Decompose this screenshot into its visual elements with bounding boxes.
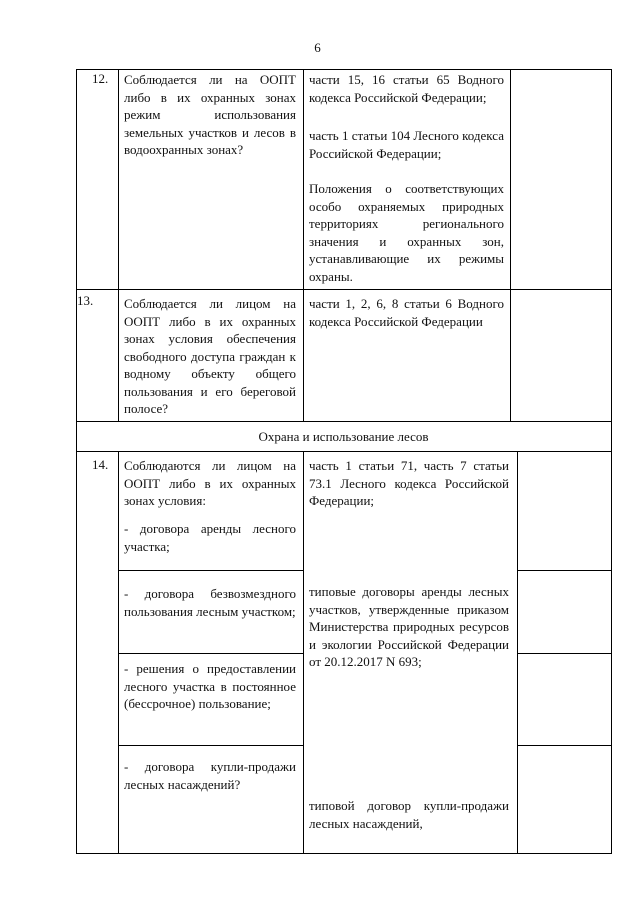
requirement-item: - договора купли-продажи лесных насаждений? (124, 759, 296, 792)
row-number: 12. (92, 71, 109, 86)
row-separator (76, 421, 612, 422)
legal-basis: части 15, 16 статьи 65 Водного кодекса Российской Федерации; (309, 72, 504, 105)
requirement-item: - договора аренды лесного участка; (124, 521, 296, 554)
requirement-item: - решения о предоставлении лесного участка в постоянное (бессрочное) пользование; (124, 661, 296, 711)
legal-basis: часть 1 статьи 71, часть 7 статьи 73.1 Лесного кодекса Российской Федерации; (309, 458, 509, 508)
row-number: 13. (77, 293, 94, 308)
row-number: 14. (92, 457, 109, 472)
requirement-question: Соблюдается ли на ООПТ либо в их охранных зонах режим использования земельных участков и лесов в водоохранных зонах? (124, 72, 296, 157)
requirement-item: - договора безвозмездного пользования лесным участком; (124, 586, 296, 619)
page-number: 6 (314, 40, 321, 55)
sub-row-separator (517, 653, 612, 654)
table-border-bottom (76, 853, 612, 854)
legal-basis: часть 1 статьи 104 Лесного кодекса Российской Федерации; (309, 128, 504, 161)
table-border-right (611, 69, 612, 854)
sub-row-separator (118, 745, 304, 746)
table-divider-basis (510, 69, 511, 421)
section-title: Охрана и использование лесов (258, 429, 429, 444)
table-divider-question (303, 69, 304, 421)
requirement-question: Соблюдаются ли лицом на ООПТ либо в их охранных зонах условия: (124, 458, 296, 508)
sub-row-separator (118, 653, 304, 654)
table-divider-num (118, 69, 119, 421)
sub-row-separator (118, 570, 304, 571)
row-separator (76, 289, 612, 290)
table-border-top (76, 69, 612, 70)
legal-basis: типовые договоры аренды лесных участков, утвержденные приказом Министерства природных ресурсов и экологии Российской Федерации от 20.12.2017 N 693; (309, 584, 509, 669)
sub-row-separator (517, 570, 612, 571)
table-border-left (76, 69, 77, 854)
requirement-question: Соблюдается ли лицом на ООПТ либо в их охранных зонах условия обеспечения свободного доступа граждан к водному объекту общего пользования и его береговой полосе? (124, 296, 296, 416)
legal-basis: типовой договор купли-продажи лесных насаждений, (309, 798, 509, 831)
row-separator (76, 451, 612, 452)
legal-basis: части 1, 2, 6, 8 статьи 6 Водного кодекса Российской Федерации (309, 296, 504, 329)
sub-row-separator (517, 745, 612, 746)
legal-basis: Положения о соответствующих особо охраняемых природных территориях регионального значения и охранных зон, устанавливающие их режимы охраны. (309, 181, 504, 284)
